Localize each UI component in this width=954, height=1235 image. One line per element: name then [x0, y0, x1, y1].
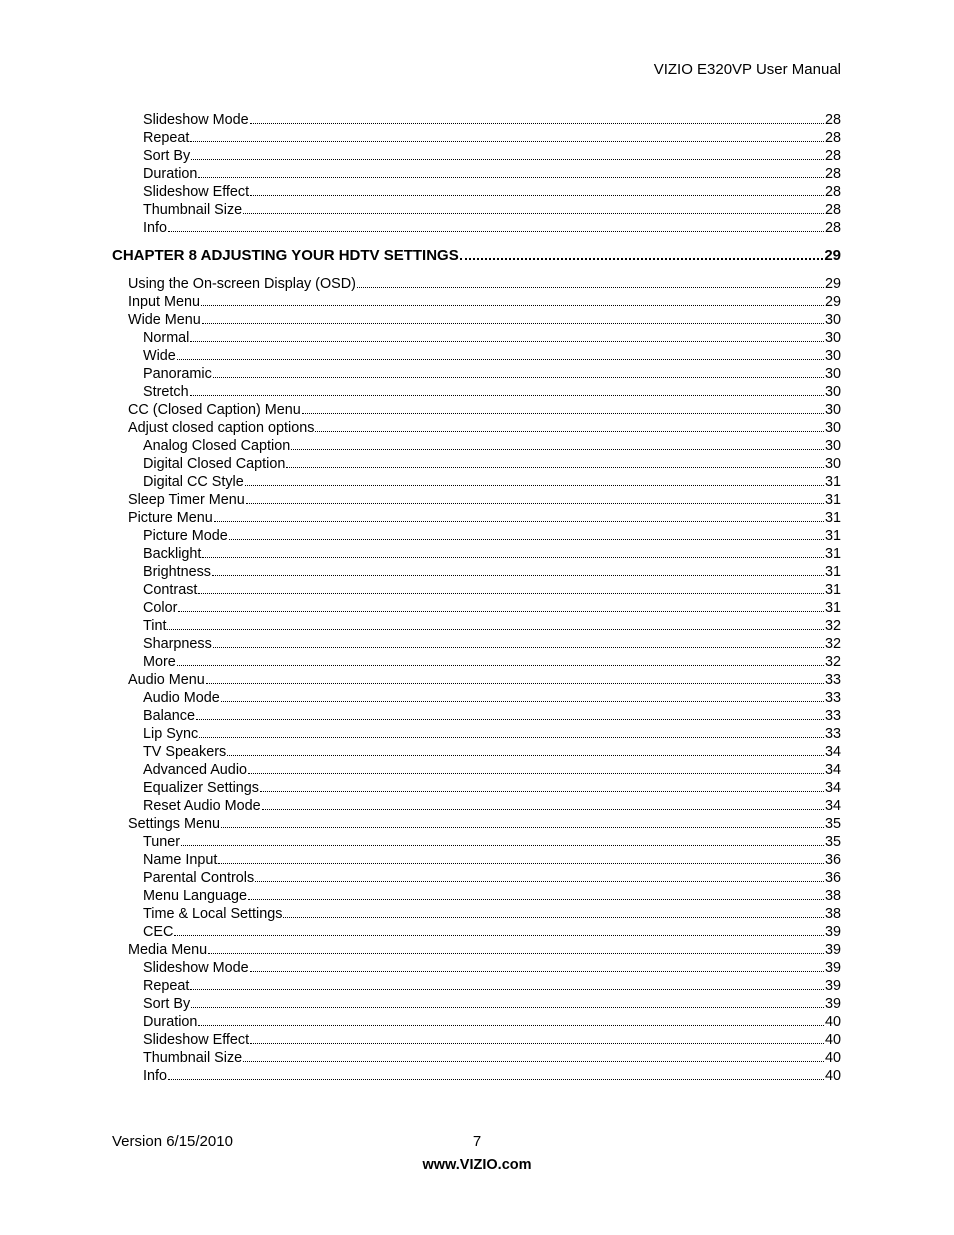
- toc-entry-label: Lip Sync: [143, 726, 199, 742]
- toc-entry-label: Slideshow Effect: [143, 1032, 250, 1048]
- toc-dot-leader: [213, 647, 824, 648]
- toc-entry[interactable]: [112, 347, 841, 365]
- toc-entry-label: Info: [143, 1068, 168, 1084]
- toc-chapter-entry[interactable]: [112, 247, 841, 265]
- toc-entry-page: 30: [824, 438, 841, 454]
- toc-entry-label: Advanced Audio: [143, 762, 248, 778]
- toc-entry-page: 40: [824, 1068, 841, 1084]
- toc-entry-label: Settings Menu: [128, 816, 220, 832]
- toc-entry-label: Sharpness: [143, 636, 212, 652]
- toc-entry-page: 38: [824, 888, 841, 904]
- toc-dot-leader: [196, 719, 824, 720]
- toc-entry-page: 30: [824, 312, 841, 328]
- toc-entry-page: 31: [824, 546, 841, 562]
- toc-entry-page: 39: [824, 924, 841, 940]
- toc-dot-leader: [191, 159, 824, 160]
- toc-dot-leader: [201, 305, 824, 306]
- toc-entry-label: More: [143, 654, 176, 670]
- toc-entry-page: 28: [824, 148, 841, 164]
- toc-entry[interactable]: [112, 455, 841, 473]
- toc-entry-page: 35: [824, 816, 841, 832]
- toc-dot-leader: [460, 258, 824, 260]
- toc-dot-leader: [229, 539, 824, 540]
- toc-entry-page: 28: [824, 112, 841, 128]
- toc-entry-page: 39: [824, 996, 841, 1012]
- toc-entry[interactable]: [112, 977, 841, 995]
- toc-entry-page: 31: [824, 564, 841, 580]
- toc-dot-leader: [202, 557, 824, 558]
- toc-entry[interactable]: [112, 219, 841, 237]
- toc-entry-page: 36: [824, 870, 841, 886]
- toc-entry-label: Thumbnail Size: [143, 1050, 243, 1066]
- toc-dot-leader: [250, 123, 824, 124]
- toc-entry[interactable]: [112, 129, 841, 147]
- toc-entry[interactable]: [112, 1067, 841, 1085]
- toc-entry[interactable]: [112, 581, 841, 599]
- toc-entry-label: Equalizer Settings: [143, 780, 259, 796]
- toc-entry-page: 38: [824, 906, 841, 922]
- toc-entry[interactable]: [112, 509, 841, 527]
- toc-entry[interactable]: [112, 473, 841, 491]
- toc-entry[interactable]: [112, 995, 841, 1013]
- toc-entry[interactable]: [112, 365, 841, 383]
- toc-entry[interactable]: [112, 329, 841, 347]
- toc-entry[interactable]: [112, 111, 841, 129]
- toc-entry-page: 39: [824, 960, 841, 976]
- toc-dot-leader: [227, 755, 824, 756]
- toc-entry-label: Tuner: [143, 834, 181, 850]
- toc-entry-page: 31: [824, 600, 841, 616]
- toc-entry[interactable]: [112, 941, 841, 959]
- toc-entry-label: Picture Menu: [128, 510, 213, 526]
- toc-entry[interactable]: [112, 743, 841, 761]
- toc-entry-page: 35: [824, 834, 841, 850]
- toc-entry-label: Wide Menu: [128, 312, 201, 328]
- toc-entry-page: 30: [824, 366, 841, 382]
- toc-dot-leader: [221, 701, 824, 702]
- footer-page-number: 7: [472, 1133, 482, 1150]
- toc-dot-leader: [250, 195, 824, 196]
- toc-entry-page: 40: [824, 1050, 841, 1066]
- toc-dot-leader: [250, 1043, 824, 1044]
- toc-entry[interactable]: [112, 959, 841, 977]
- toc-entry[interactable]: [112, 293, 841, 311]
- toc-entry-page: 28: [824, 166, 841, 182]
- toc-entry-label: Input Menu: [128, 294, 201, 310]
- toc-entry-page: 33: [824, 672, 841, 688]
- toc-entry[interactable]: [112, 437, 841, 455]
- toc-entry-label: Audio Menu: [128, 672, 205, 688]
- footer-url: www.VIZIO.com: [422, 1157, 532, 1173]
- toc-entry-label: Color: [143, 600, 178, 616]
- toc-entry-label: Duration: [143, 166, 198, 182]
- toc-entry-page: 31: [824, 510, 841, 526]
- toc-dot-leader: [283, 917, 824, 918]
- toc-entry-label: Stretch: [143, 384, 189, 400]
- toc-entry[interactable]: [112, 761, 841, 779]
- toc-entry-page: 39: [824, 978, 841, 994]
- toc-entry-page: 30: [824, 402, 841, 418]
- toc-entry[interactable]: [112, 183, 841, 201]
- toc-dot-leader: [181, 845, 824, 846]
- toc-entry[interactable]: [112, 617, 841, 635]
- toc-dot-leader: [199, 737, 824, 738]
- toc-entry-label: Backlight: [143, 546, 202, 562]
- toc-entry[interactable]: [112, 545, 841, 563]
- toc-entry-label: Name Input: [143, 852, 218, 868]
- toc-entry[interactable]: [112, 275, 841, 293]
- toc-dot-leader: [177, 665, 824, 666]
- toc-entry[interactable]: [112, 527, 841, 545]
- toc-entry[interactable]: [112, 725, 841, 743]
- toc-entry-label: CC (Closed Caption) Menu: [128, 402, 301, 418]
- toc-dot-leader: [190, 341, 824, 342]
- toc-dot-leader: [178, 611, 824, 612]
- toc-entry-page: 30: [824, 348, 841, 364]
- toc-entry-page: 33: [824, 690, 841, 706]
- toc-entry[interactable]: [112, 491, 841, 509]
- toc-entry-page: 34: [824, 744, 841, 760]
- toc-dot-leader: [246, 503, 824, 504]
- toc-entry-label: Thumbnail Size: [143, 202, 243, 218]
- toc-dot-leader: [286, 467, 824, 468]
- toc-entry[interactable]: [112, 869, 841, 887]
- toc-entry-page: 32: [824, 654, 841, 670]
- table-of-contents: [112, 111, 841, 1085]
- toc-entry-label: Digital Closed Caption: [143, 456, 286, 472]
- toc-entry-label: Info: [143, 220, 168, 236]
- toc-dot-leader: [167, 629, 824, 630]
- toc-entry[interactable]: [112, 165, 841, 183]
- toc-dot-leader: [168, 1079, 824, 1080]
- toc-entry-page: 34: [824, 798, 841, 814]
- toc-dot-leader: [248, 899, 824, 900]
- toc-dot-leader: [202, 323, 824, 324]
- toc-entry[interactable]: [112, 635, 841, 653]
- toc-entry[interactable]: [112, 887, 841, 905]
- toc-entry-page: 30: [824, 330, 841, 346]
- toc-entry[interactable]: [112, 419, 841, 437]
- toc-entry-page: 29: [824, 276, 841, 292]
- toc-entry[interactable]: [112, 311, 841, 329]
- toc-entry-label: Sort By: [143, 148, 191, 164]
- toc-dot-leader: [198, 1025, 824, 1026]
- toc-dot-leader: [213, 377, 824, 378]
- toc-entry[interactable]: [112, 689, 841, 707]
- toc-entry-label: Time & Local Settings: [143, 906, 283, 922]
- toc-dot-leader: [248, 773, 824, 774]
- toc-entry[interactable]: [112, 905, 841, 923]
- toc-entry[interactable]: [112, 797, 841, 815]
- toc-entry-label: Adjust closed caption options: [128, 420, 315, 436]
- toc-entry-label: Repeat: [143, 978, 190, 994]
- toc-entry[interactable]: [112, 671, 841, 689]
- toc-entry-label: Picture Mode: [143, 528, 228, 544]
- toc-dot-leader: [212, 575, 824, 576]
- toc-entry[interactable]: [112, 401, 841, 419]
- toc-dot-leader: [357, 287, 824, 288]
- toc-dot-leader: [208, 953, 824, 954]
- toc-dot-leader: [214, 521, 824, 522]
- toc-entry-page: 31: [824, 474, 841, 490]
- toc-dot-leader: [243, 1061, 824, 1062]
- toc-entry[interactable]: [112, 147, 841, 165]
- toc-entry-page: 29: [824, 247, 841, 264]
- toc-entry-page: 30: [824, 456, 841, 472]
- toc-dot-leader: [218, 863, 824, 864]
- toc-entry-page: 28: [824, 184, 841, 200]
- toc-entry[interactable]: [112, 201, 841, 219]
- toc-entry[interactable]: [112, 563, 841, 581]
- toc-entry-page: 31: [824, 528, 841, 544]
- toc-dot-leader: [198, 177, 824, 178]
- toc-entry-label: Brightness: [143, 564, 211, 580]
- toc-entry-page: 36: [824, 852, 841, 868]
- toc-entry-page: 32: [824, 636, 841, 652]
- toc-entry-page: 40: [824, 1032, 841, 1048]
- toc-entry-label: Balance: [143, 708, 196, 724]
- toc-dot-leader: [177, 359, 824, 360]
- toc-entry[interactable]: [112, 707, 841, 725]
- toc-dot-leader: [190, 395, 824, 396]
- toc-entry-label: Slideshow Mode: [143, 960, 249, 976]
- document-header-title: VIZIO E320VP User Manual: [653, 61, 841, 78]
- toc-dot-leader: [255, 881, 824, 882]
- toc-dot-leader: [302, 413, 824, 414]
- toc-entry-page: 33: [824, 726, 841, 742]
- toc-entry-label: Repeat: [143, 130, 190, 146]
- toc-dot-leader: [291, 449, 824, 450]
- toc-entry-page: 40: [824, 1014, 841, 1030]
- toc-entry[interactable]: [112, 383, 841, 401]
- toc-entry[interactable]: [112, 599, 841, 617]
- toc-entry-label: Parental Controls: [143, 870, 255, 886]
- toc-entry-page: 39: [824, 942, 841, 958]
- toc-entry-page: 32: [824, 618, 841, 634]
- toc-entry-label: Using the On-screen Display (OSD): [128, 276, 356, 292]
- toc-entry-label: Reset Audio Mode: [143, 798, 261, 814]
- toc-entry-label: CHAPTER 8 ADJUSTING YOUR HDTV SETTINGS: [112, 247, 459, 264]
- toc-entry[interactable]: [112, 923, 841, 941]
- toc-entry-label: Normal: [143, 330, 190, 346]
- toc-entry[interactable]: [112, 653, 841, 671]
- toc-entry[interactable]: [112, 1013, 841, 1031]
- toc-dot-leader: [168, 231, 824, 232]
- toc-entry[interactable]: [112, 833, 841, 851]
- toc-dot-leader: [250, 971, 824, 972]
- toc-entry-label: Sleep Timer Menu: [128, 492, 245, 508]
- toc-entry-page: 29: [824, 294, 841, 310]
- toc-dot-leader: [206, 683, 824, 684]
- toc-dot-leader: [190, 141, 824, 142]
- toc-entry-label: CEC: [143, 924, 174, 940]
- toc-entry-page: 28: [824, 220, 841, 236]
- toc-entry-page: 28: [824, 202, 841, 218]
- toc-entry-label: TV Speakers: [143, 744, 227, 760]
- toc-entry-label: Contrast: [143, 582, 198, 598]
- toc-dot-leader: [190, 989, 824, 990]
- toc-entry[interactable]: [112, 779, 841, 797]
- toc-entry-label: Slideshow Mode: [143, 112, 249, 128]
- toc-entry-label: Media Menu: [128, 942, 208, 958]
- toc-entry-label: Menu Language: [143, 888, 248, 904]
- toc-entry-label: Panoramic: [143, 366, 212, 382]
- toc-entry-label: Tint: [143, 618, 167, 634]
- toc-dot-leader: [260, 791, 824, 792]
- toc-dot-leader: [245, 485, 824, 486]
- toc-entry[interactable]: [112, 815, 841, 833]
- toc-entry-page: 30: [824, 420, 841, 436]
- toc-dot-leader: [198, 593, 824, 594]
- toc-entry[interactable]: [112, 1031, 841, 1049]
- toc-entry-page: 31: [824, 582, 841, 598]
- toc-dot-leader: [191, 1007, 824, 1008]
- toc-entry-page: 34: [824, 780, 841, 796]
- toc-entry-page: 33: [824, 708, 841, 724]
- toc-entry-label: Wide: [143, 348, 176, 364]
- toc-entry-label: Duration: [143, 1014, 198, 1030]
- toc-entry[interactable]: [112, 851, 841, 869]
- toc-dot-leader: [221, 827, 824, 828]
- toc-entry-label: Slideshow Effect: [143, 184, 250, 200]
- toc-entry-page: 30: [824, 384, 841, 400]
- toc-entry-page: 31: [824, 492, 841, 508]
- toc-dot-leader: [174, 935, 824, 936]
- toc-entry-label: Sort By: [143, 996, 191, 1012]
- toc-dot-leader: [315, 431, 824, 432]
- toc-entry-label: Audio Mode: [143, 690, 220, 706]
- toc-entry-label: Analog Closed Caption: [143, 438, 291, 454]
- toc-dot-leader: [262, 809, 824, 810]
- toc-entry-label: Digital CC Style: [143, 474, 244, 490]
- toc-dot-leader: [243, 213, 824, 214]
- toc-entry-page: 28: [824, 130, 841, 146]
- toc-entry[interactable]: [112, 1049, 841, 1067]
- toc-entry-page: 34: [824, 762, 841, 778]
- footer-version: Version 6/15/2010: [112, 1133, 233, 1150]
